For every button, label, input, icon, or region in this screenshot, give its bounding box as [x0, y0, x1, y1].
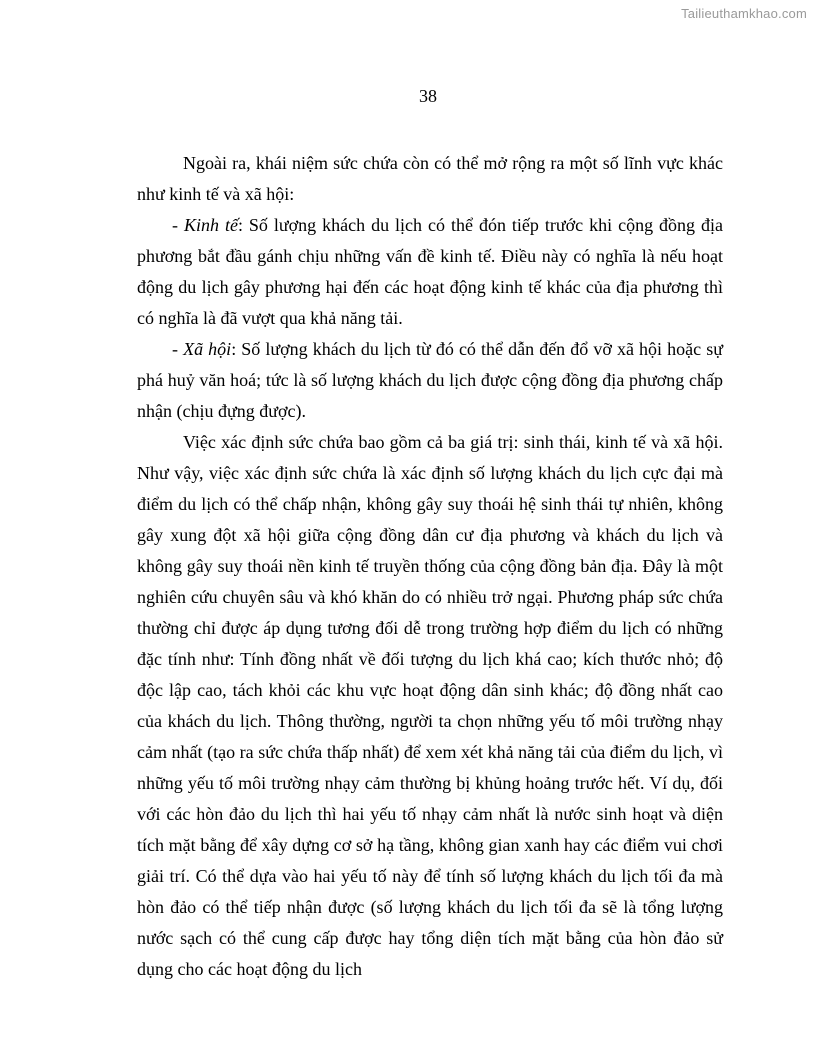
- page-number: 38: [419, 86, 437, 106]
- term-economic: Kinh tế: [183, 215, 238, 235]
- dash-prefix: -: [172, 339, 184, 359]
- paragraph-economic: [137, 210, 723, 334]
- document-body: [137, 148, 723, 985]
- paragraph-intro: [137, 148, 723, 210]
- paragraph-social: [137, 334, 723, 427]
- paragraph-capacity: [137, 427, 723, 985]
- paragraph-intro-text: Ngoài ra, khái niệm sức chứa còn có thể mở rộng ra một số lĩnh vực khác như kinh tế và xã hội:: [137, 153, 723, 204]
- paragraph-social-text: : Số lượng khách du lịch từ đó có thể dẫn đến đổ vỡ xã hội hoặc sự phá huỷ văn hoá; tức là số lượng khách du lịch được cộng đồng địa phương chấp nhận (chịu đựng được).: [137, 339, 723, 421]
- paragraph-capacity-text: Việc xác định sức chứa bao gồm cả ba giá trị: sinh thái, kinh tế và xã hội. Như vậy, việc xác định sức chứa là xác định số lượng khách du lịch cực đại mà điểm du lịch có thể chấp nhận, không gây suy thoái hệ sinh thái tự nhiên, không gây xung đột xã hội giữa cộng đồng dân cư địa phương và khách du lịch và không gây suy thoái nền kinh tế truyền thống của cộng đồng bản địa. Đây là một nghiên cứu chuyên sâu và khó khăn do có nhiều trở ngại. Phương pháp sức chứa thường chỉ được áp dụng tương đối dễ trong trường hợp điểm du lịch có những đặc tính như: Tính đồng nhất về đối tượng du lịch khá cao; kích thước nhỏ; độ độc lập cao, tách khỏi các khu vực hoạt động dân sinh khác; độ đồng nhất cao của khách du lịch. Thông thường, người ta chọn những yếu tố môi trường nhạy cảm nhất (tạo ra sức chứa thấp nhất) để xem xét khả năng tải của điểm du lịch, vì những yếu tố môi trường nhạy cảm thường bị khủng hoảng trước hết. Ví dụ, đối với các hòn đảo du lịch thì hai yếu tố nhạy cảm nhất là nước sinh hoạt và diện tích mặt bằng để xây dựng cơ sở hạ tầng, không gian xanh hay các điểm vui chơi giải trí. Có thể dựa vào hai yếu tố này để tính số lượng khách du lịch tối đa mà hòn đảo có thể tiếp nhận được (số lượng khách du lịch tối đa sẽ là tổng lượng nước sạch có thể cung cấp được hay tổng diện tích mặt bằng của hòn đảo sử dụng cho các hoạt động du lịch: [137, 432, 723, 979]
- term-social: Xã hội: [183, 339, 232, 359]
- dash-prefix: -: [172, 215, 184, 235]
- watermark: Tailieuthamkhao.com: [681, 6, 807, 21]
- paragraph-economic-text: : Số lượng khách du lịch có thể đón tiếp trước khi cộng đồng địa phương bắt đầu gánh chịu những vấn đề kinh tế. Điều này có nghĩa là nếu hoạt động du lịch gây phương hại đến các hoạt động kinh tế khác của địa phương thì có nghĩa là đã vượt qua khả năng tải.: [137, 215, 723, 328]
